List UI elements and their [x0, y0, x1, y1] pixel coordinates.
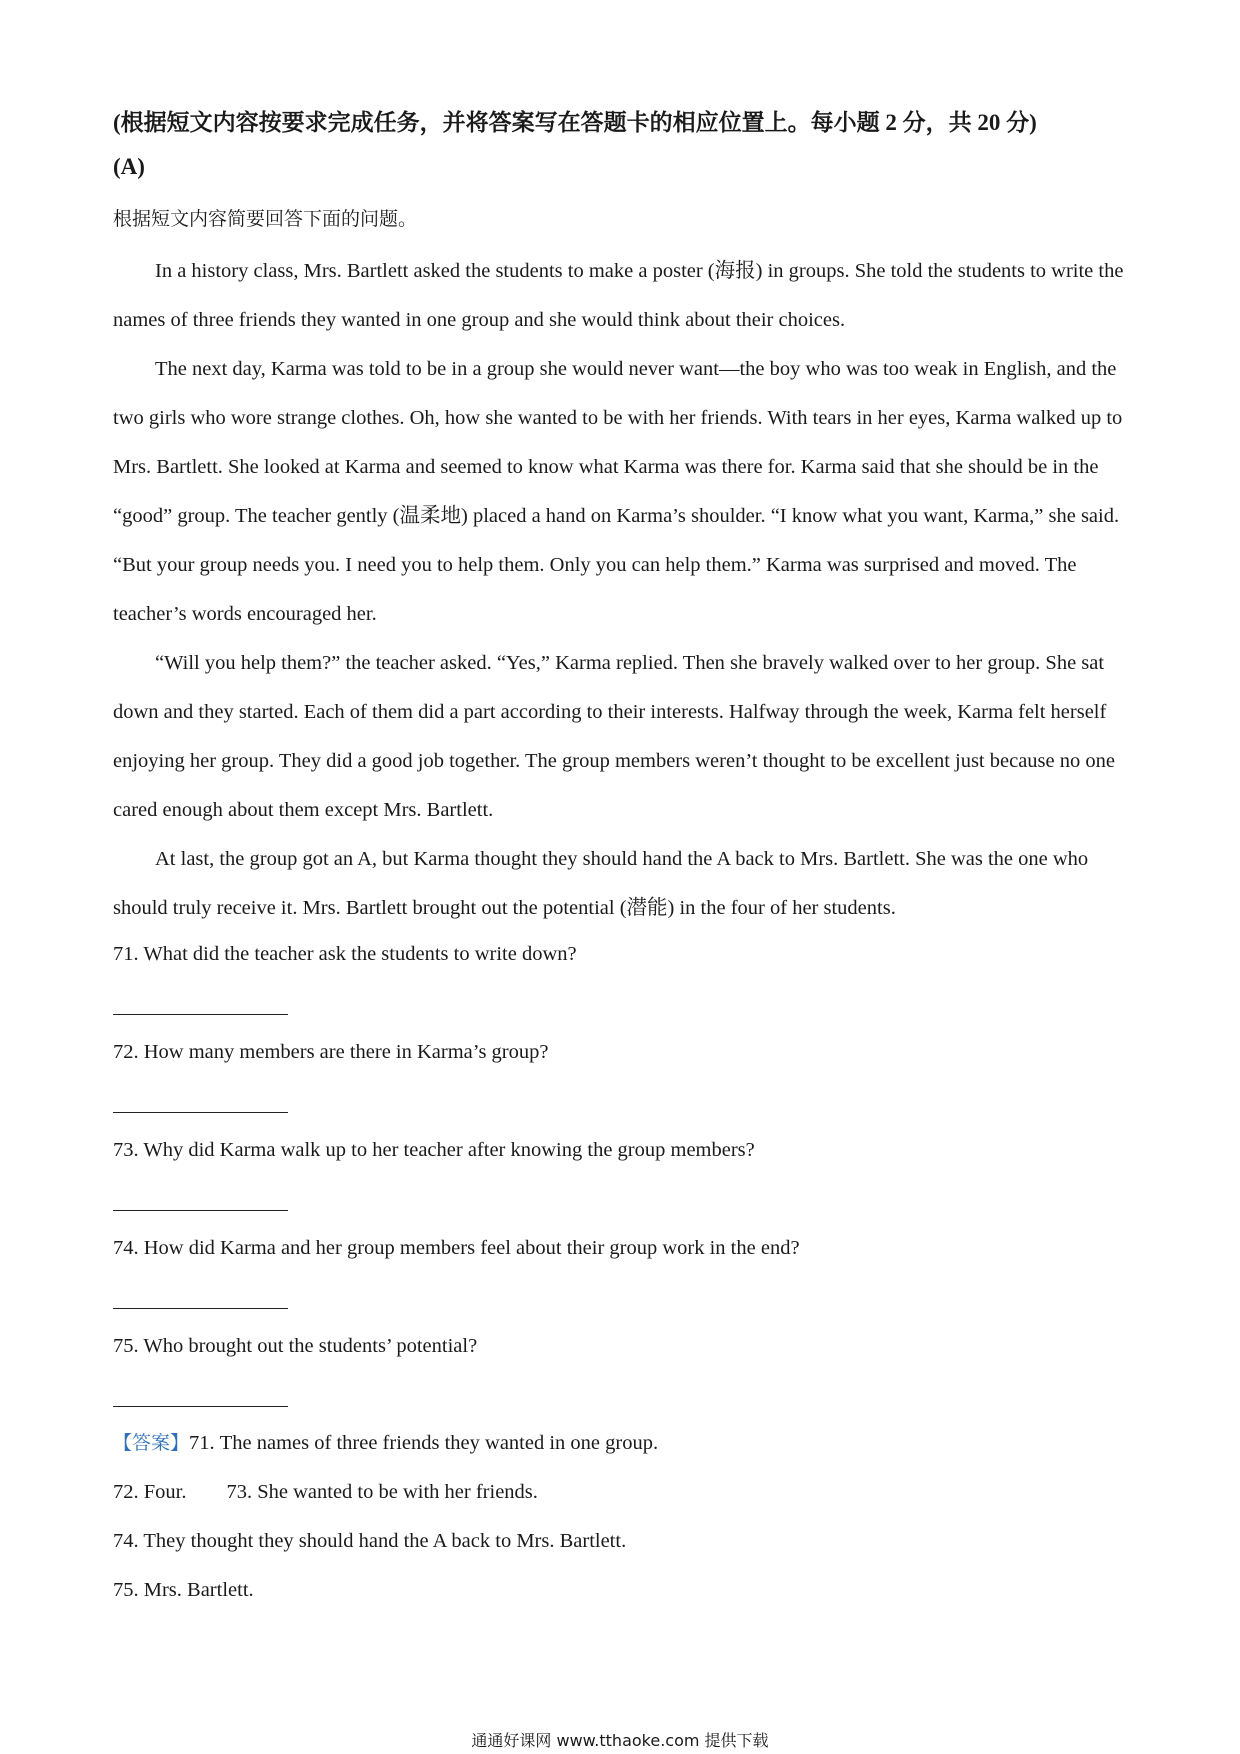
answer-blank-line — [113, 1210, 288, 1211]
question-list — [113, 930, 1128, 1420]
answer-72: 72. Four. — [113, 1481, 187, 1503]
answer-blank-line — [113, 1014, 288, 1015]
question-72 — [113, 1028, 1128, 1126]
answer-blank-line — [113, 1406, 288, 1407]
answer-75: 75. Mrs. Bartlett. — [113, 1579, 254, 1601]
passage-paragraph-2: The next day, Karma was told to be in a group she would never want—the boy who was too weak in English, and the two girls who wore strange clothes. Oh, how she wanted to be with her friends. With tears in her eyes, Karma walked up to Mrs. Bartlett. She looked at Karma and seemed to know what Karma was there for. Karma said that she should be in the “good” group. The teacher gently (温柔地) placed a hand on Karma’s shoulder. “I know what you want, Karma,” she said. “But your group needs you. I need you to help them. Only you can help them.” Karma was surprised and moved. The teacher’s words encouraged her. — [113, 358, 1123, 625]
answer-tag: 【答案】 — [113, 1432, 190, 1454]
answer-74: 74. They thought they should hand the A back to Mrs. Bartlett. — [113, 1530, 627, 1552]
reading-passage — [113, 247, 1128, 933]
passage-paragraph-4: At last, the group got an A, but Karma thought they should hand the A back to Mrs. Bartlett. She was the one who should truly receive it. Mrs. Bartlett brought out the potential (潜能) in the four of her students. — [113, 848, 1089, 919]
question-text: 75. Who brought out the students’ potential? — [113, 1335, 478, 1357]
question-71 — [113, 930, 1128, 1028]
section-label: (A) — [113, 154, 145, 179]
question-74 — [113, 1224, 1128, 1322]
answer-line-71 — [113, 1419, 1128, 1468]
answer-line-75 — [113, 1566, 1128, 1615]
passage-paragraph-3: “Will you help them?” the teacher asked. “Yes,” Karma replied. Then she bravely walked over to her group. She sat down and they started. Each of them did a part according to their interests. Halfway through the week, Karma felt herself enjoying her group. They did a good job together. The group members weren’t thought to be excellent just because no one cared enough about them except Mrs. Bartlett. — [113, 652, 1115, 821]
answer-line-72-73 — [113, 1468, 1128, 1517]
question-text: 73. Why did Karma walk up to her teacher after knowing the group members? — [113, 1139, 755, 1161]
answer-line-74 — [113, 1517, 1128, 1566]
question-75 — [113, 1322, 1128, 1420]
instructions-heading: (根据短文内容按要求完成任务，并将答案写在答题卡的相应位置上。每小题 2 分，共 20 分) — [113, 110, 1037, 135]
passage-paragraph-1: In a history class, Mrs. Bartlett asked the students to make a poster (海报) in groups. She told the students to write the names of three friends they wanted in one group and she would think about their choices. — [113, 260, 1124, 331]
question-text: 72. How many members are there in Karma’s group? — [113, 1041, 549, 1063]
question-73 — [113, 1126, 1128, 1224]
answer-blank-line — [113, 1112, 288, 1113]
answer-71: 71. The names of three friends they wanted in one group. — [189, 1432, 659, 1454]
page-footer: 通通好课网 www.tthaoke.com 提供下载 — [471, 1731, 769, 1750]
answer-blank-line — [113, 1308, 288, 1309]
question-text: 71. What did the teacher ask the students to write down? — [113, 943, 577, 965]
question-text: 74. How did Karma and her group members feel about their group work in the end? — [113, 1237, 800, 1259]
answer-key — [113, 1419, 1128, 1615]
task-instruction: 根据短文内容简要回答下面的问题。 — [113, 208, 418, 230]
answer-73: 73. She wanted to be with her friends. — [226, 1481, 538, 1503]
